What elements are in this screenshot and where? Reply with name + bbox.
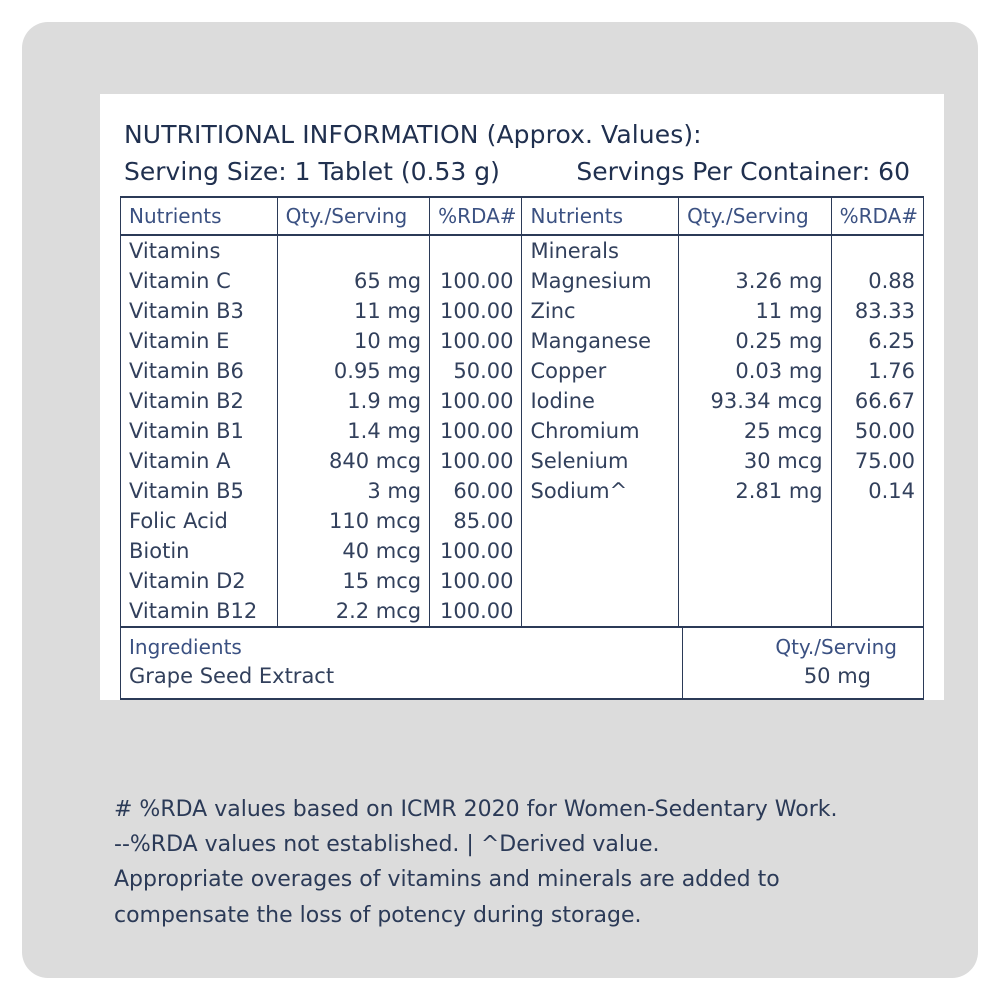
- group-row: [121, 235, 924, 266]
- nutrient-name: Folic Acid: [121, 506, 278, 536]
- card-bottom-divider: [120, 698, 924, 700]
- nutrient-qty: 3.26 mg: [679, 266, 832, 296]
- label-panel: [22, 22, 978, 978]
- footnotes: [114, 794, 944, 935]
- nutrient-rda: 1.76: [831, 356, 923, 386]
- nutrient-rda: 85.00: [430, 506, 522, 536]
- nutrient-name: Vitamin B6: [121, 356, 278, 386]
- table-row: [121, 476, 924, 506]
- nutrient-rda: 100.00: [430, 446, 522, 476]
- nutrient-qty: 11 mg: [277, 296, 430, 326]
- ingredient-name: Grape Seed Extract: [121, 662, 683, 698]
- nutrient-name: Selenium: [522, 446, 679, 476]
- nutrient-name: Vitamin A: [121, 446, 278, 476]
- nutrient-qty: 2.2 mcg: [277, 596, 430, 626]
- nutrient-rda: 0.14: [831, 476, 923, 506]
- serving-size: Serving Size: 1 Tablet (0.53 g): [124, 157, 500, 186]
- nutrient-rda: 100.00: [430, 326, 522, 356]
- nutrient-qty: 30 mcg: [679, 446, 832, 476]
- nutrient-qty: 93.34 mcg: [679, 386, 832, 416]
- footnote-overages-line2: compensate the loss of potency during storage.: [114, 902, 642, 928]
- nutrient-name: Iodine: [522, 386, 679, 416]
- nutrient-rda: 100.00: [430, 536, 522, 566]
- ingredients-table: [120, 626, 924, 698]
- ingredients-header-row: [121, 627, 924, 662]
- nutrient-name: Vitamin B12: [121, 596, 278, 626]
- ingredient-qty: 50 mg: [683, 662, 924, 698]
- nutrient-rda: 50.00: [430, 356, 522, 386]
- nutrient-name: Vitamin B3: [121, 296, 278, 326]
- nutrient-rda: 100.00: [430, 386, 522, 416]
- nutrient-rda: 100.00: [430, 596, 522, 626]
- nutrient-name: Zinc: [522, 296, 679, 326]
- table-row: [121, 356, 924, 386]
- nutrient-name: Vitamin B1: [121, 416, 278, 446]
- nutrient-name: Vitamin B2: [121, 386, 278, 416]
- nutrient-name: Magnesium: [522, 266, 679, 296]
- footnote-rda-basis: # %RDA values based on ICMR 2020 for Women-Sedentary Work.: [114, 797, 838, 822]
- nutrient-rda: 100.00: [430, 296, 522, 326]
- nutrient-qty: 15 mcg: [277, 566, 430, 596]
- nutrient-qty: 110 mcg: [277, 506, 430, 536]
- nutrient-name: Vitamin C: [121, 266, 278, 296]
- nutrient-rda: 83.33: [831, 296, 923, 326]
- nutrient-rda: 66.67: [831, 386, 923, 416]
- serving-info: [120, 149, 924, 196]
- group-label-minerals: Minerals: [522, 235, 679, 266]
- nutrient-name: Sodium^: [522, 476, 679, 506]
- nutrient-qty: 11 mg: [679, 296, 832, 326]
- table-row: [121, 446, 924, 476]
- nutrient-rda: 60.00: [430, 476, 522, 506]
- nutrient-name: Chromium: [522, 416, 679, 446]
- col-header-ingredients-qty: Qty./Serving: [683, 627, 924, 662]
- nutrient-qty: 0.25 mg: [679, 326, 832, 356]
- nutrient-rda: 100.00: [430, 566, 522, 596]
- nutrient-rda: 6.25: [831, 326, 923, 356]
- nutrient-qty: 0.03 mg: [679, 356, 832, 386]
- nutrient-name: Vitamin E: [121, 326, 278, 356]
- table-row: [121, 326, 924, 356]
- col-header-ingredients: Ingredients: [121, 627, 683, 662]
- nutrient-name: Biotin: [121, 536, 278, 566]
- table-row: [121, 266, 924, 296]
- nutrient-qty: 1.4 mg: [277, 416, 430, 446]
- nutrient-rda: 75.00: [831, 446, 923, 476]
- nutrient-qty: 3 mg: [277, 476, 430, 506]
- table-header-row: [121, 197, 924, 235]
- table-body: [121, 235, 924, 626]
- nutrient-rda: 50.00: [831, 416, 923, 446]
- page-title: NUTRITIONAL INFORMATION (Approx. Values):: [124, 120, 702, 149]
- nutrient-name: Copper: [522, 356, 679, 386]
- nutrient-qty: 25 mcg: [679, 416, 832, 446]
- col-header-nutrients-right: Nutrients: [522, 197, 679, 235]
- table-row: [121, 566, 924, 596]
- nutrient-qty: 10 mg: [277, 326, 430, 356]
- col-header-qty-left: Qty./Serving: [277, 197, 430, 235]
- nutrient-rda: 100.00: [430, 266, 522, 296]
- table-row: [121, 296, 924, 326]
- table-row: [121, 416, 924, 446]
- nutrient-qty: 40 mcg: [277, 536, 430, 566]
- group-label-vitamins: Vitamins: [121, 235, 278, 266]
- table-row: [121, 662, 924, 698]
- footnote-derived-value: --%RDA values not established. | ^Derived value.: [114, 832, 660, 858]
- nutrient-rda: 0.88: [831, 266, 923, 296]
- col-header-qty-right: Qty./Serving: [679, 197, 832, 235]
- table-row: [121, 506, 924, 536]
- col-header-nutrients-left: Nutrients: [121, 197, 278, 235]
- nutrient-qty: 1.9 mg: [277, 386, 430, 416]
- footnote-overages-line1: Appropriate overages of vitamins and minerals are added to: [114, 867, 780, 893]
- nutrition-card: [100, 94, 944, 700]
- nutrient-qty: 840 mcg: [277, 446, 430, 476]
- col-header-rda-left: %RDA#: [430, 197, 522, 235]
- nutrient-qty: 65 mg: [277, 266, 430, 296]
- table-row: [121, 386, 924, 416]
- table-row: [121, 596, 924, 626]
- col-header-rda-right: %RDA#: [831, 197, 923, 235]
- table-row: [121, 536, 924, 566]
- nutrient-qty: 0.95 mg: [277, 356, 430, 386]
- servings-per-container: Servings Per Container: 60: [576, 157, 910, 186]
- nutrient-name: Manganese: [522, 326, 679, 356]
- nutrient-name: Vitamin B5: [121, 476, 278, 506]
- nutrition-table: [120, 196, 924, 626]
- nutrient-qty: 2.81 mg: [679, 476, 832, 506]
- nutrient-rda: 100.00: [430, 416, 522, 446]
- nutrient-name: Vitamin D2: [121, 566, 278, 596]
